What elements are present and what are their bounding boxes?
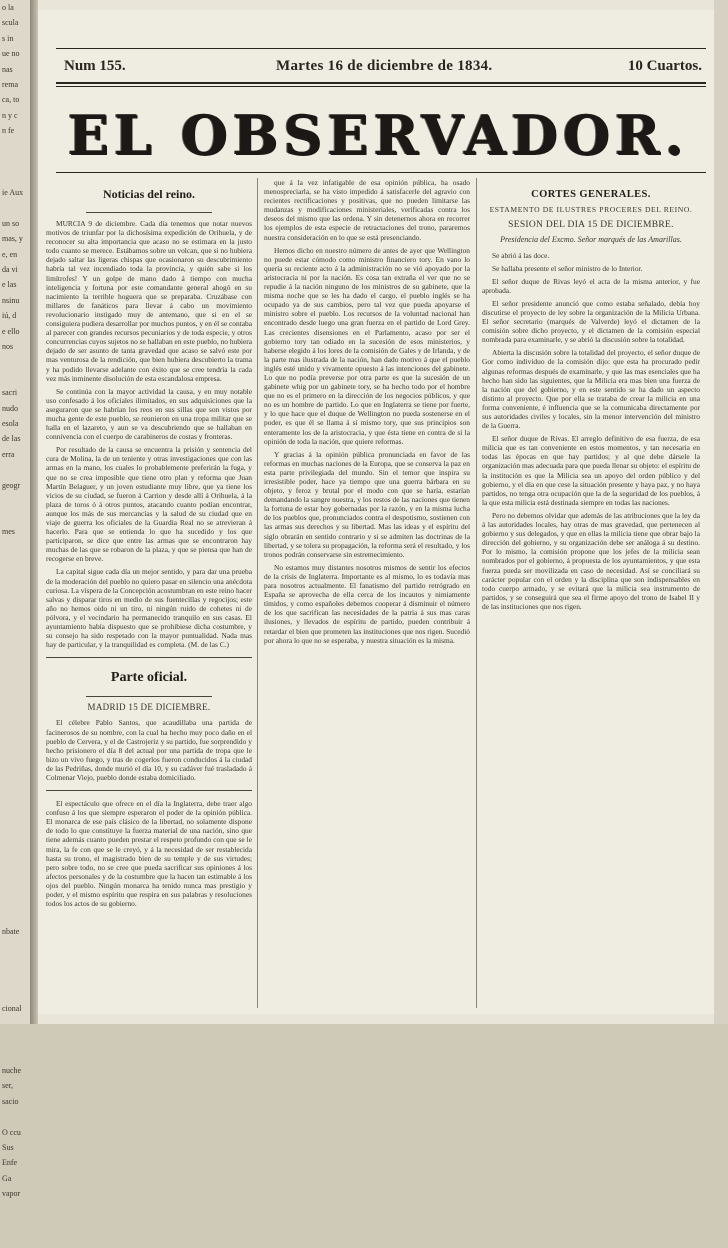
article-paragraph: El espectáculo que ofrece en el día la Inglaterra, debe traer algo confuso á los que siempre esperaron el poder de la opinión pública. El monarca de ese país clásico de la libertad, no solamente dispone de todo lo que constituye la fuerza material de una nación, sino que tiene además cuanto pueden prestar el respeto profundo con que se le mira, la fe con que se le creyó, y á la necesidad de ser restablecida hasta su trono, el magistrado bien de su temple y de sus virtudes; pero sobre todo, no se cree que pueda sacrificar sus opiniones á los afectos personales y de la costumbre que la hacen tan estimable á los ojos del pueblo. Ningún monarca ha tenido nunca mas prestigio y poder, y el mismo espíritu que respira en sus palabras y resoluciones todos los actos de su gobierno. xyxy=(46,799,252,909)
article-paragraph: que á la vez infatigable de esa opinión pública, ha osado menospreciarla, se ha visto impedido á satisfacerle del agravio con recientes rectificaciones y positivas, que no pueden limitarse las mudanzas y modificaciones ministeriales, verificadas contra los deseos del mismo que las ordena. Y sin detenernos ahora en recorrer los ejemplos de esta especie de retractaciones del trono, pararemos nuestra consideración en lo que se está presenciando. xyxy=(264,178,470,242)
facing-page-fragment: e ello xyxy=(2,326,20,336)
facing-page-fragment: e, en xyxy=(2,249,18,259)
facing-page-fragment: un so xyxy=(2,218,20,228)
column-2 xyxy=(264,178,470,1012)
facing-page-fragment: O ccu xyxy=(2,1127,21,1137)
facing-page-fragment: n fe xyxy=(2,126,15,136)
facing-page-fragment: geogr xyxy=(2,480,21,490)
facing-page-fragment: mas, y xyxy=(2,234,23,244)
facing-page-fragment: scula xyxy=(2,18,19,28)
section-title-parte-oficial: Parte oficial. xyxy=(110,670,188,686)
presidency-line: Presidencia del Excmo. Señor marqués de las Amarillas. xyxy=(500,234,682,244)
article-paragraph: La capital sigue cada día un mejor sentido, y para dar una prueba de la moderación del pueblo no quiero pasar en silencio una anécdota curiosa. La víspera de la Concepción acostumbran en este reino hacer salvas y disparar tiros en medio de sus fuentecillas y regocijos; este año no hemos oido ni un tiro, ni ningún ruido de cohetes ni de pólvora, y el vecindario ha permanecido tranquilo en sus casas. El ayuntamiento había dispuesto que se prohibiese dicha costumbre, y su consejo ha sido respetado con la mayor puntualidad. Nada mas hay de particular, y la tranquilidad es completa. (M. de las C.) xyxy=(46,567,252,650)
book-gutter xyxy=(30,0,38,1024)
facing-page-fragment xyxy=(0,755,30,770)
facing-page-fragment xyxy=(0,832,30,847)
facing-page-fragment xyxy=(0,986,30,1001)
facing-page-fragment xyxy=(0,662,30,677)
facing-page-fragment xyxy=(0,354,30,369)
article-paragraph: El señor duque de Rivas. El arreglo definitivo de esa fuerza, de esa milicia que es tan conveniente en estos momentos, y tan necesaria en todas las épocas en que hay partidos; y al que debe dársele la organización mas adecuada para que pueda llenar su objeto: el espíritu de la institución es que la Milicia sea un apoyo del orden público y del gobierno, y el día en que cese la situación presente y haya paz, y no haya partidos, no tenga otra ocupación que la de la seguridad de los pueblos, á la que esta milicia está destinada siempre en todas las naciones. xyxy=(482,434,700,507)
facing-page-fragment: ser, xyxy=(2,1081,14,1091)
facing-page-fragment: Enfe xyxy=(2,1158,18,1168)
facing-page-fragment xyxy=(0,894,30,909)
issue-header xyxy=(56,58,706,84)
article-paragraph: MURCIA 9 de diciembre. Cada día tenemos que notar nuevos motivos de triunfar por la dichosísima expedición de Orihuela, y de reconocer su alta importancia que acaso no se estimara en la justo todo cuanto se merece. Estábamos sobre un volcan, que si no hubiera dejado saltar las ligeras chispas que ocasionaron su descubrimiento habría tal vez incendiado toda la provincia, y quién sabe si los limítrofes! Y un golpe de mano dado á tiempo con mucha inteligencia y fortuna por este comandante general ahogó en su nacimiento la terrible hoguera que se preparaba. Cruzábase con millares de fanáticos para llevar á cabo un movimiento revolucionario instigado muy de antemano, que si en el se consiguiera pudiera desarrollar por muchos puntos, y en él se contaba al parecer con grandes recursos pecuniarios y de toda especie, y otros concurrencias cuyos sujetos no se hallaban en este pueblo, no hubiera dejado de ser asunto de tanta gravedad que acaso se salvó este por mas venturosa de la rendición, que bien hubiera descubierto la trama y ha podido llevarse adelante con éxito que se cree tendría la cada vez más inminente disolución de esta escandalosa empresa. xyxy=(46,219,252,383)
facing-page-fragment xyxy=(0,462,30,477)
facing-page-fragment xyxy=(0,555,30,570)
facing-page-fragment xyxy=(0,647,30,662)
article-paragraph: Abierta la discusión sobre la totalidad del proyecto, el señor duque de Gor como individuo de la comisión dijo: que esta ha procurado pedir algunas reformas después de examinarle, y que las mas esenciales que ha hecho han sido las siguientes, que la Milicia era mas bien una fuerza de la nación que del gobierno, y en este sentido se ha dado un aspecto distinto al proyecto. Que por ella se trataba de crear la milicia en una forma conveniente, é influencia que se la comunicaba directamente por sus autoridades civiles y locales, sin la menor intervención del ministro de la Guerra. xyxy=(482,348,700,431)
facing-page-fragment: erra xyxy=(2,449,15,459)
facing-page-fragment xyxy=(0,616,30,631)
facing-page-fragment xyxy=(0,940,30,955)
facing-page-fragment: sacio xyxy=(2,1096,19,1106)
facing-page-fragment xyxy=(0,801,30,816)
article-paragraph: Hemos dicho en nuestro número de antes de ayer que Wellington no puede estar cómodo como ministro financiero tory. En vano lo quería su reciente acto á la administración no se vió apoyado por la aristocracia ni por la nación. Es cosa tan extraña el ver que no se repudie á la nación ninguno de los ministros de su gabinete, que la misma noche que se les ha dado el cargo, el pueblo inglés se ha ocupado ya de sus cambios, pero tal vez que pueda apoyarse el ministro sobre el pueblo. Los recursos de la voluntad nacional han encontrado desde luego una gran fuerza en el partido de Lord Grey. Las crecientes disensiones en el Parlamento, acaso por ser el gobierno tory tan odiado en la sucesión de esos ministerios, y haberse elegido á los lores de la comisión de Gales y de Irlanda, y de la parte mas ilustrada de la nación, han dado motivo á que el pueblo inglés esté unido y vivamente opuesto á las intenciones del gabinete. Lo que no podía preverse por otra parte es que la sucesión de un gabinete whig por un gabinete tory, se ha hecho todo por el hombre que no es el primero en la dirección de los negocios públicos, y que no es un hombre de partido. Lo que en Inglaterra se tiene por fuerte, y lo que hace que el duque de Wellington no pueda sostenerse en el poder, es que él se llama á sí mismo tory, que sus principios son enteramente los de la aristocracia, y que ésta tiene en contra de sí la opinión de toda la nación, que quiere reformas. xyxy=(264,245,470,446)
facing-page-fragment: esola xyxy=(2,418,19,428)
facing-page-fragment xyxy=(0,724,30,739)
facing-page-fragment xyxy=(0,1233,30,1248)
article-paragraph: Se continúa con la mayor actividad la causa, y en muy notable uso confesado á los oficiales ilimitados, en sus adquisiciones que la aseguraron que se habrían los reos en sus sillas que son vistos por mucha gente de este pueblo, se reunieron en una tropa militar que se halla en el lazareto, y aun se va descubriendo que se hallaban en connivencia con el cuerpo de carabineros de costas y fronteras. xyxy=(46,386,252,442)
facing-page-fragment: mes xyxy=(2,526,15,536)
article-paragraph: No estamos muy distantes nosotros mismos de sentir los efectos de la crisis de Inglaterra. Importante es al mismo, lo es todavía mas para nosotros actualmente. El fanatismo del partido retrógrado en España se aprovecha de ella cerca de los incautos y nimiamente tímidos, y como españoles debemos cooperar á disminuir el número de los que sacrifican las necesidades de la patria á sus mas caras ilusiones, y llevados de espíritu de partido, pueden contribuir á retardar el bien que prometen las instituciones que nos rigen. Sucedió por ahora lo que no se esperaba, y nuestra situación es la misma. xyxy=(264,562,470,645)
facing-page-fragment: sacri xyxy=(2,388,18,398)
facing-page-fragment: nos xyxy=(2,341,14,351)
section-rule xyxy=(46,657,252,658)
facing-page-strip xyxy=(0,0,31,1199)
top-rule xyxy=(56,48,706,49)
facing-page-fragment: de las xyxy=(2,434,21,444)
column-divider xyxy=(476,178,477,1008)
facing-page-fragment: ie Aux xyxy=(2,187,24,197)
facing-page-fragment xyxy=(0,786,30,801)
facing-page-fragment: iú, d xyxy=(2,311,17,321)
section-rule xyxy=(86,696,212,697)
facing-page-fragment xyxy=(0,709,30,724)
facing-page-fragment: Ga xyxy=(2,1173,12,1183)
facing-page-fragment xyxy=(0,678,30,693)
facing-page-fragment: e las xyxy=(2,280,17,290)
facing-page-fragment xyxy=(0,878,30,893)
facing-page-fragment xyxy=(0,370,30,385)
facing-page-fragment xyxy=(0,955,30,970)
facing-page-fragment xyxy=(0,770,30,785)
facing-page-fragment: nudo xyxy=(2,403,18,413)
facing-page-fragment xyxy=(0,139,30,154)
column-1 xyxy=(46,178,252,1012)
facing-page-fragment: n y c xyxy=(2,110,18,120)
facing-page-fragment xyxy=(0,154,30,169)
masthead-title: EL OBSERVADOR. xyxy=(67,103,689,167)
article-paragraph: El señor presidente anunció que como estaba señalado, debía hoy discutirse el proyecto de ley sobre la organización de la Milicia Urbana. El señor secretario (marqués de Valverde) leyó el dictamen de la comisión sobre dicho proyecto, y el dictamen de la comisión especial nombrada para examinarle, y se abrió la discusión sobre la totalidad. xyxy=(482,298,700,345)
facing-page-fragment xyxy=(0,740,30,755)
facing-page-fragment xyxy=(0,601,30,616)
facing-page-fragment xyxy=(0,1048,30,1063)
facing-page-fragment xyxy=(0,1032,30,1047)
article-paragraph: Pero no debemos olvidar que además de las atribuciones que la ley da á las autoridades locales, hay otras de mas gravedad, que pertenecen al gobierno y sus delegados, y que en ellas la milicia tiene que obrar bajo la dirección del gobierno, y su organización debe ser análoga á su destino. Por lo mismo, la comisión propone que los jefes de la milicia sean nombrados por el gobierno, á propuesta de los ayuntamientos, y que esta fuerza pueda ser movilizada en caso de necesidad. Así se conciliará su carácter popular con el orden y la disciplina que son indispensables en todo cuerpo armado, y se evitará que la milicia sea instrumento de partidos, y se conseguirá que sea el firme apoyo del trono de Isabel II y de las instituciones que nos rigen. xyxy=(482,510,700,611)
dateline: MADRID 15 DE DICIEMBRE. xyxy=(87,702,211,713)
facing-page-fragment xyxy=(0,847,30,862)
facing-page-fragment xyxy=(0,585,30,600)
article-paragraph: Por resultado de la causa se encuentra la prisión y sentencia del cura de Molina, la de un teniente y otras investigaciones que con las armas en la mano, los cuales lo probablemente preferirán la fuga, y que no se crea imposible que tiene otro plan y reforma que Juan Martín Belaguer, y un joven estudiante muy libre, que ya tiene los vicios de su ciudad, se fueron á Carrion y desde allí á Orihuela, á la plaza de toros ó á otros puntos, atacando cuanto podían encontrar, aunque los más de sus mercancías y la salud de su ciudad que en viaje de guerra los oficiales de la Guardia Real no se atrevieran á hacerlo. Para que se entienda lo que ha sucedido y los que participaron, se dice que entre las armas que se encontraron hay muchas de las que se robaron de la plaza, y que se piensa que han de recogerse en breve. xyxy=(46,445,252,564)
facing-page-fragment xyxy=(0,493,30,508)
facing-page-fragment: nuche xyxy=(2,1066,22,1076)
article-paragraph: El señor duque de Rivas leyó el acta de la misma anterior, y fue aprobada. xyxy=(482,276,700,295)
header-rule-thick xyxy=(56,82,706,84)
article-paragraph: Se abrió á las doce. xyxy=(492,250,550,260)
facing-page-fragment: rema xyxy=(2,80,18,90)
facing-page-fragment: nbate xyxy=(2,927,20,937)
facing-page-fragment: o la xyxy=(2,3,14,12)
facing-page-fragment xyxy=(0,1217,30,1232)
section-rule xyxy=(86,212,212,213)
article-paragraph: Se hallaba presente el señor ministro de lo Interior. xyxy=(492,263,643,273)
facing-page-fragment: cional xyxy=(2,1004,22,1014)
facing-page-fragment: ue no xyxy=(2,49,20,59)
newspaper-page xyxy=(38,10,714,1014)
facing-page-fragment xyxy=(0,508,30,523)
cortes-heading: CORTES GENERALES. xyxy=(531,189,651,200)
facing-page-fragment: nsinu xyxy=(2,295,20,305)
article-paragraph: Y gracias á la opinión pública pronunciada en favor de las reformas en muchas naciones de la Europa, que se conserva la paz en esta parte privilegiada del mundo. Sin el temor que inspira su irresistible poder, hace ya tiempo que una guerra bárbara en su objeto, y feroz y brutal por el modo con que se haría, estarían demandando la sangre nuestra, y los restos de las naciones que tienen la fortuna de estar hoy gobernadas por la razón, y en la misma lucha de los pueblos que, pronunciados contra el despotismo, sostienen con las armas sus derechos y su libertad. Mas las ideas y el espíritu del siglo obrarán en sentido contrario y si se admiten las doctrinas de la libertad, y se tolera su propagación, la reforma será el resultado, y los tronos podrán conservarse sin estremecimiento. xyxy=(264,449,470,559)
column-3 xyxy=(482,178,700,1012)
facing-page-fragment xyxy=(0,1202,30,1217)
facing-page-fragment: Sus xyxy=(2,1143,14,1153)
facing-page-fragment xyxy=(0,200,30,215)
issue-number: Num 155. xyxy=(64,58,126,74)
facing-page-fragment xyxy=(0,909,30,924)
masthead-rule xyxy=(56,172,706,173)
estamento-heading: ESTAMENTO DE ILUSTRES PROCERES DEL REINO. xyxy=(489,205,693,214)
facing-page-fragment: vapor xyxy=(2,1189,21,1199)
session-heading: SESION DEL DIA 15 DE DICIEMBRE. xyxy=(508,219,674,230)
header-rule-thin xyxy=(56,86,706,87)
facing-page-fragment xyxy=(0,539,30,554)
facing-page-fragment xyxy=(0,1109,30,1124)
facing-page-fragment xyxy=(0,169,30,184)
issue-price: 10 Cuartos. xyxy=(627,58,702,74)
facing-page-fragment xyxy=(0,971,30,986)
article-paragraph: El célebre Pablo Santos, que acaudillaba una partida de facinerosos de su nombre, con la cual ha hecho muy poco daño en el pueblo de Cervera, y el de Castrojeriz y su partido, fue sorprendido y hecho prisionero el día 8 del actual por una partida de tropa que le hizo un vivo fuego, y tras de cogerlos fueron conducidos á la ciudad de las Pedriñas, donde murió el día 10, y su cadáver fué trasladado á Colmenar Viejo, pueblo donde estaba domiciliado. xyxy=(46,718,252,782)
facing-page-fragment: nas xyxy=(2,64,13,74)
column-divider xyxy=(257,178,258,1008)
facing-page-fragment xyxy=(0,570,30,585)
section-rule xyxy=(46,790,252,791)
facing-page-fragment: ca, to xyxy=(2,95,20,105)
facing-page-fragment xyxy=(0,817,30,832)
facing-page-fragment xyxy=(0,1017,30,1032)
facing-page-fragment xyxy=(0,693,30,708)
facing-page-fragment: da vi xyxy=(2,264,18,274)
facing-page-fragment xyxy=(0,632,30,647)
page-edge xyxy=(714,0,728,1024)
facing-page-fragment: s in xyxy=(2,33,14,43)
section-title-noticias: Noticias del reino. xyxy=(102,187,196,201)
facing-page-fragment xyxy=(0,863,30,878)
issue-date: Martes 16 de diciembre de 1834. xyxy=(276,58,493,74)
